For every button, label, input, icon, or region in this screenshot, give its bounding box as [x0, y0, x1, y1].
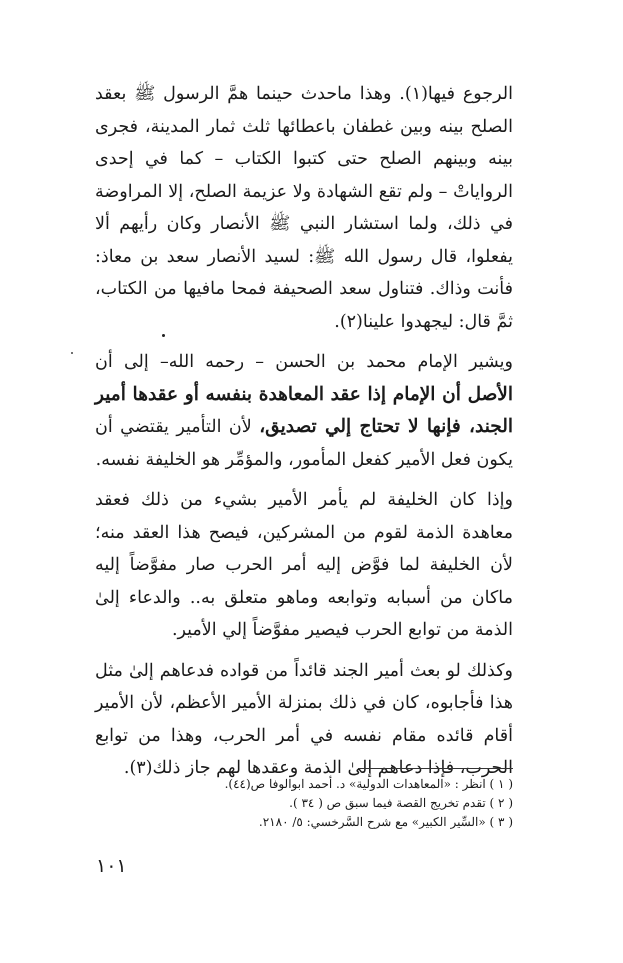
footnote-2: ( ٢ ) تقدم تخريج القصة فيما سبق ص ( ٣٤ ).	[289, 796, 513, 810]
footnotes	[95, 768, 513, 832]
paragraph-1-text: الرجوع فيها(١). وهذا ماحدث حينما همَّ الرسول ﷺ بعقد الصلح بينه وبين غطفان باعطائها ثلث ثمار المدينة، فجرى بينه وبينهم الصلح حتى كتبوا الكتاب – كما في إحدى الرواياتْ – ولم تقع الشهادة ولا عزيمة الصلح، إلا المراوضة في ذلك، ولما استشار النبي ﷺ الأنصار وكان رأيهم ألا يفعلوا، قال رسول الله ﷺ: لسيد الأنصار سعد بن معاذ: فأنت وذاك. فتناول سعد الصحيفة فمحا مافيها من الكتاب، ثمَّ قال: ليجهدوا علينا(٢).	[95, 84, 513, 332]
page-number: ١٠١	[96, 855, 127, 877]
paragraph-4-text: وكذلك لو بعث أمير الجند قائداً من قواده فدعاهم إلىٰ مثل هذا فأجابوه، كان في ذلك بمنزلة الأمير الأعظم، لأن الأمير أقام قائده مقام نفسه في أمر الحرب، وهذا من توابع الحرب، فإذا دعاهم إلىٰ الذمة وعقدها لهم جاز ذلك(٣).	[95, 660, 513, 778]
paragraph-2-intro: ويشير الإمام محمد بن الحسن – رحمه الله– إلى أن	[95, 352, 513, 372]
paragraph-4	[95, 655, 513, 785]
footnote-divider	[358, 768, 513, 769]
stray-dot	[162, 334, 165, 337]
footnote-1: ( ١ ) انظر : «المعاهدات الدولية» د. أحمد ابوالوفا ص(٤٤).	[224, 777, 513, 791]
paragraph-1	[95, 78, 513, 338]
stray-dot	[71, 352, 73, 354]
footnote-3: ( ٣ ) «السِّير الكبير» مع شرح السَّرخسي: ٥/ ٢١٨٠.	[258, 815, 513, 829]
main-text	[95, 78, 513, 785]
paragraph-2-rest: لأن التأمير يقتضي أن يكون فعل الأمير كفعل المأمور، والمؤمِّر هو الخليفة نفسه.	[95, 417, 513, 470]
paragraph-3-text: وإذا كان الخليفة لم يأمر الأمير بشيء من ذلك فعقد معاهدة الذمة لقوم من المشركين، فيصح هذا العقد منه؛ لأن الخليفة لما فوَّض إليه أمر الحرب صار مفوَّضاً إليه ماكان من أسبابه وتوابعه وماهو متعلق به.. والدعاء إلىٰ الذمة من توابع الحرب فيصير مفوَّضاً إلي الأمير.	[95, 490, 513, 640]
paragraph-2	[95, 346, 513, 476]
paragraph-2-bold-principle: الأصل أن الإمام إذا عقد المعاهدة بنفسه أو عقدها أمير الجند، فإنها لا تحتاج إلي تصديق،	[95, 383, 513, 437]
paragraph-3	[95, 484, 513, 647]
